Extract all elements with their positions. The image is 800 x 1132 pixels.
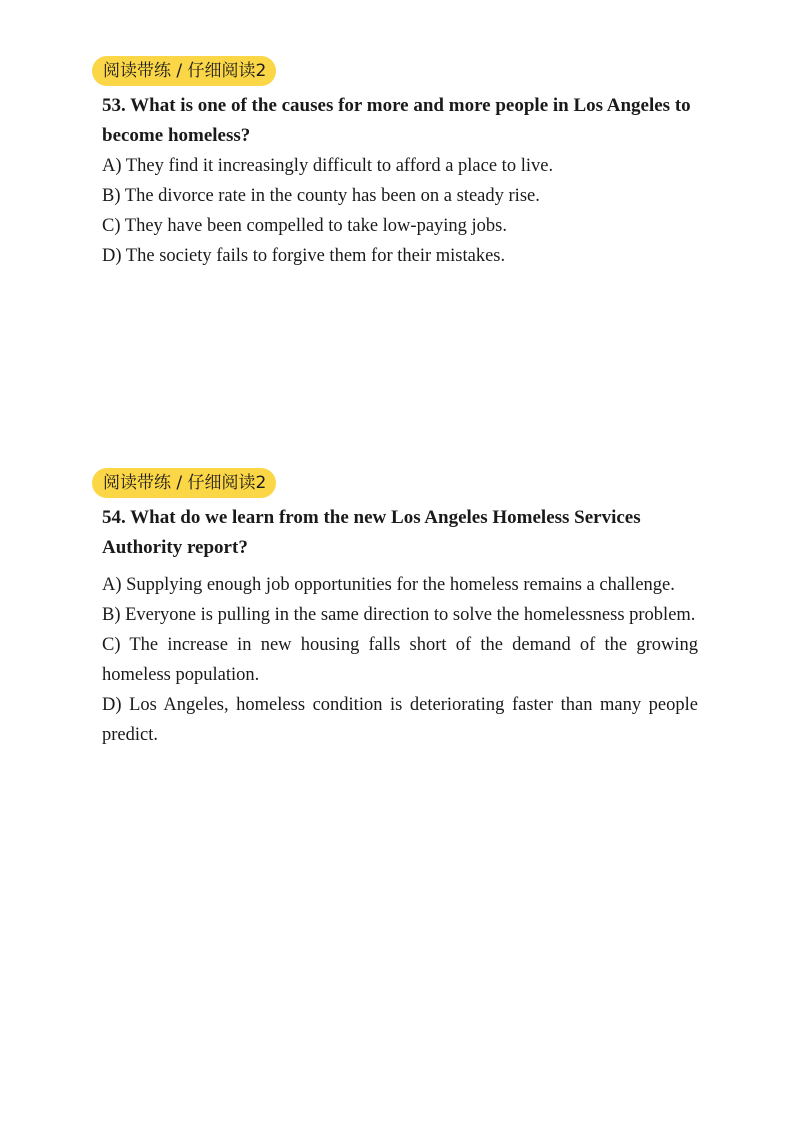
section-tag: 阅读带练 / 仔细阅读2 bbox=[92, 468, 276, 498]
option-a: A) Supplying enough job opportunities for the homeless remains a challenge. bbox=[102, 575, 675, 595]
question-text: 53. What is one of the causes for more and more people in Los Angeles to become homeless? bbox=[102, 95, 691, 146]
option-a: A) They find it increasingly difficult to afford a place to live. bbox=[102, 156, 554, 176]
option-d: D) Los Angeles, homeless condition is deteriorating faster than many people predict. bbox=[102, 695, 698, 745]
option-c: C) They have been compelled to take low-paying jobs. bbox=[102, 216, 508, 236]
answer-options bbox=[102, 570, 698, 750]
option-c: C) The increase in new housing falls short of the demand of the growing homeless population. bbox=[102, 635, 698, 685]
answer-options bbox=[102, 151, 698, 271]
option-d: D) The society fails to forgive them for their mistakes. bbox=[102, 246, 506, 266]
option-b: B) Everyone is pulling in the same direction to solve the homelessness problem. bbox=[102, 605, 696, 625]
question-text: 54. What do we learn from the new Los Angeles Homeless Services Authority report? bbox=[102, 507, 641, 558]
section-tag: 阅读带练 / 仔细阅读2 bbox=[92, 56, 276, 86]
option-b: B) The divorce rate in the county has been on a steady rise. bbox=[102, 186, 540, 206]
